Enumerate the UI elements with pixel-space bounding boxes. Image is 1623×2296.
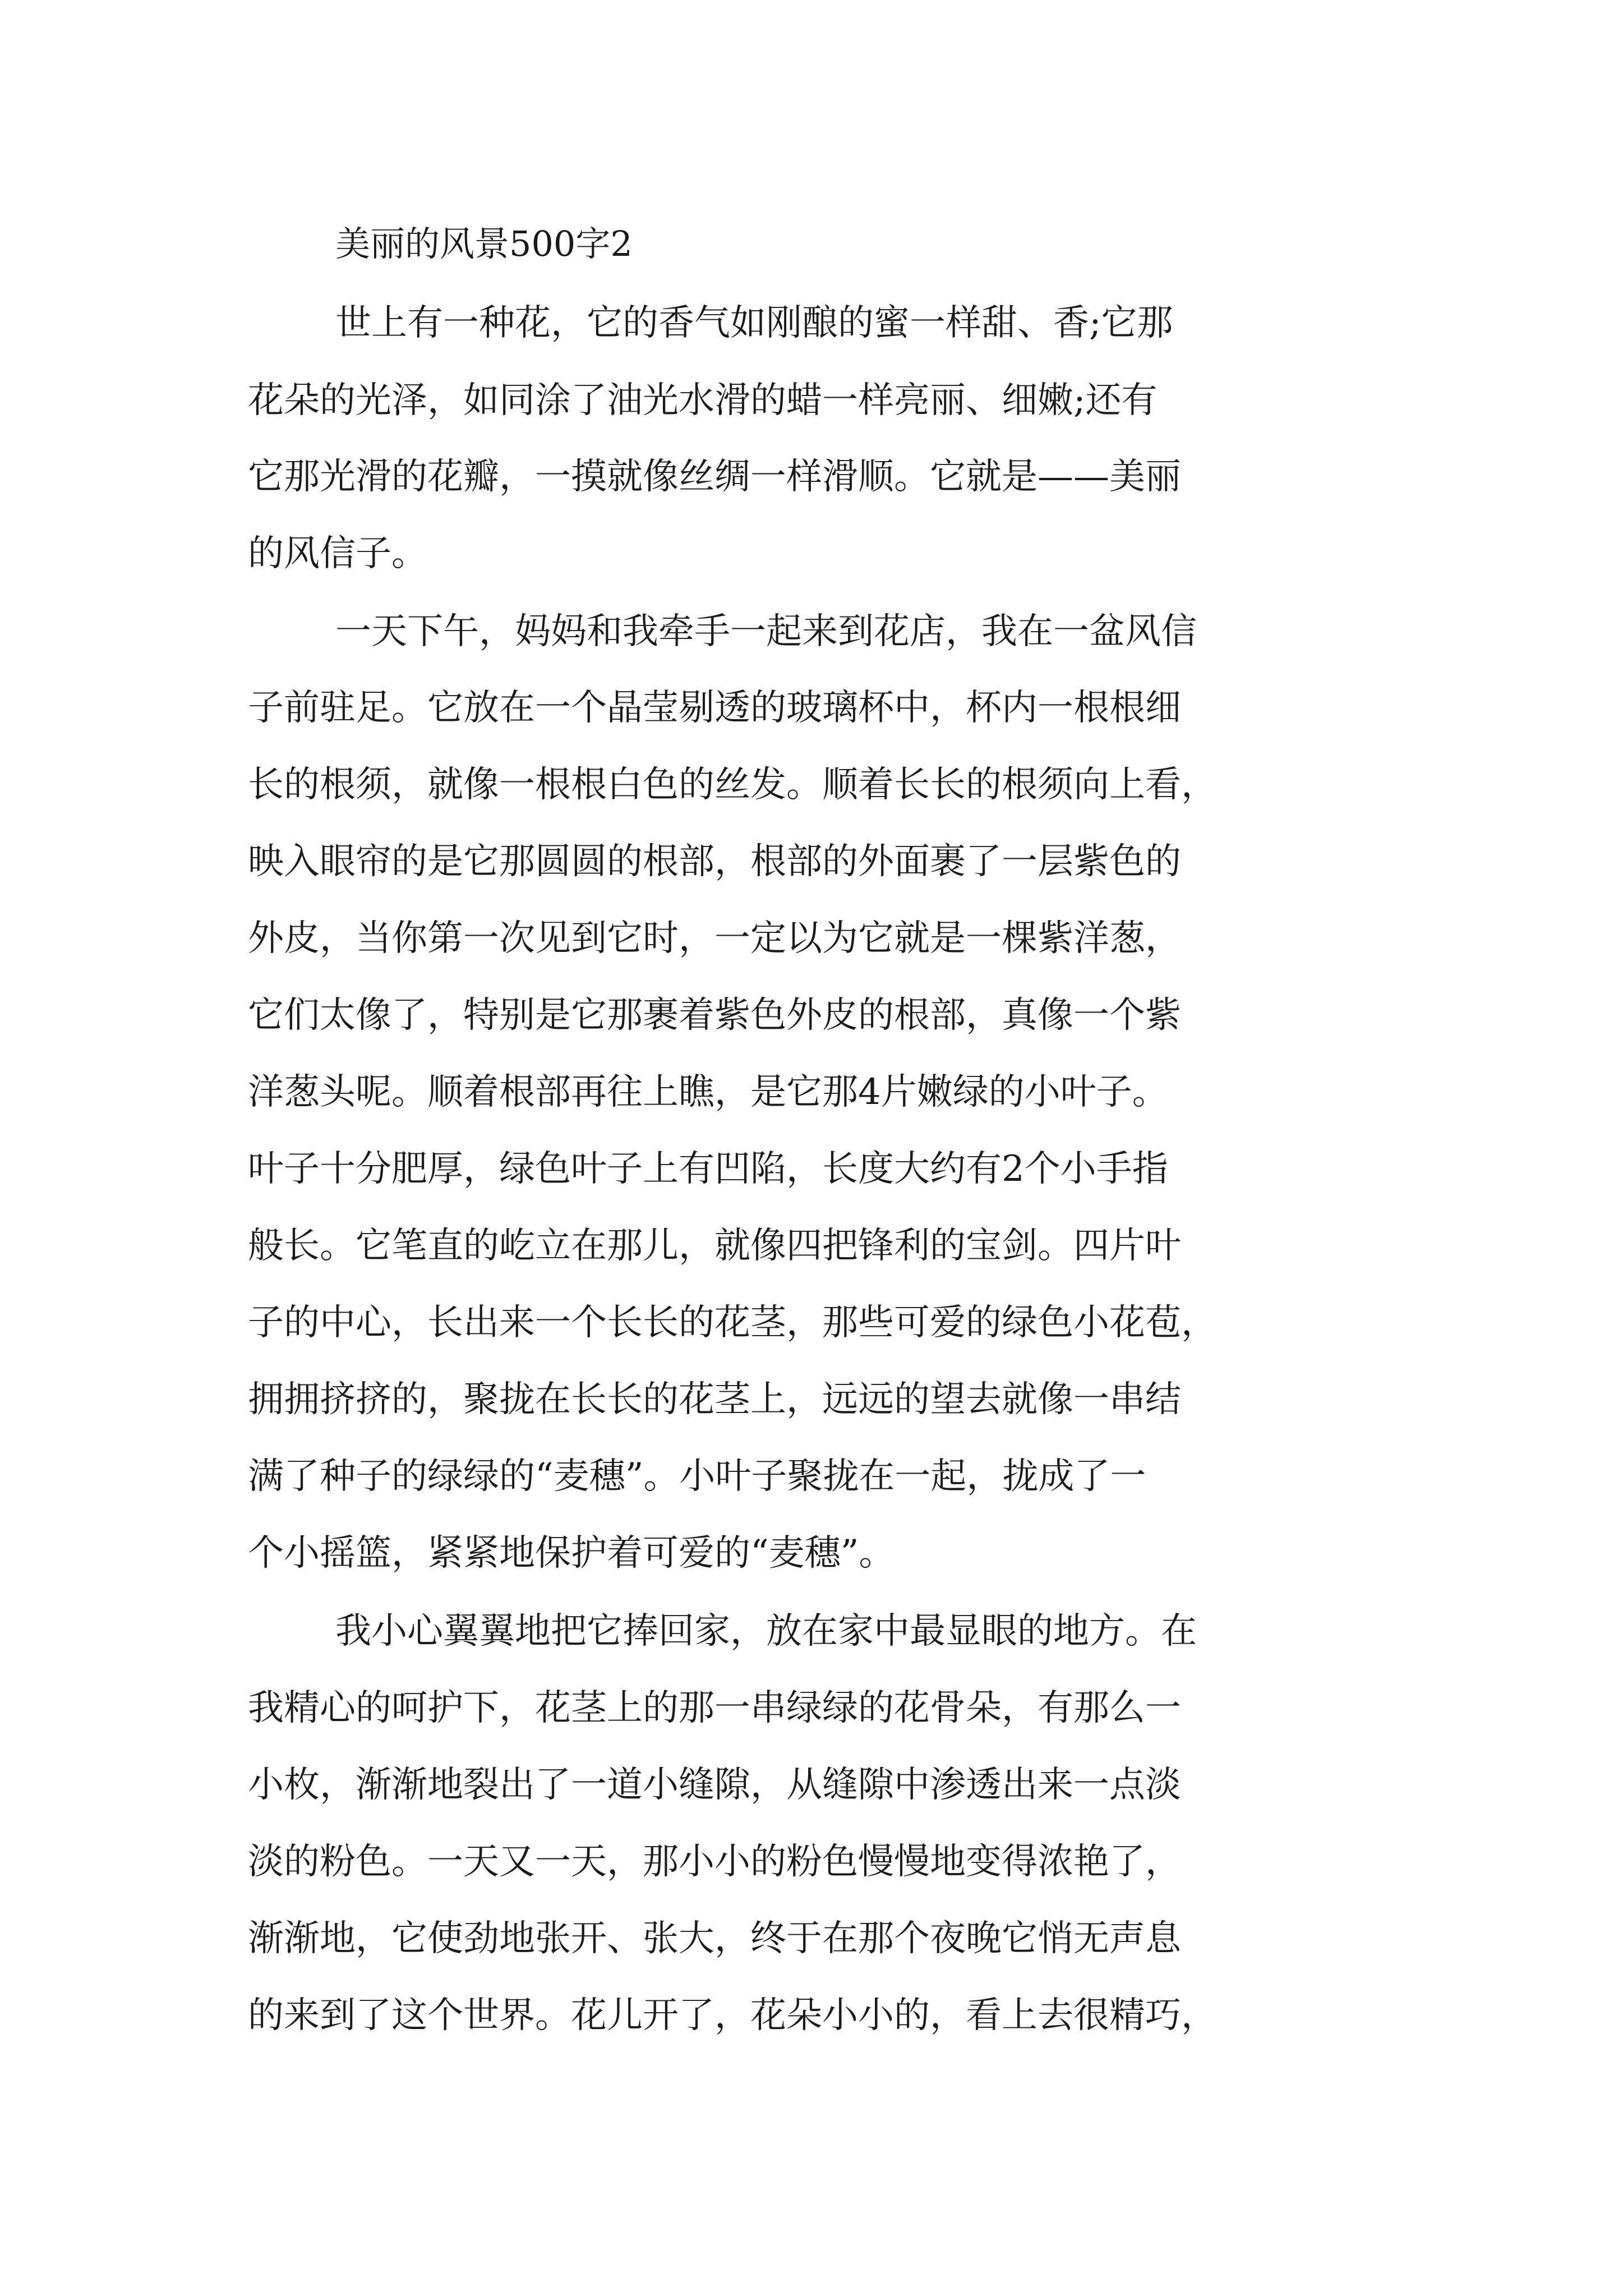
document-page: 美丽的风景500字2 世上有一种花，它的香气如刚酿的蜜一样甜、香;它那 花朵的光泽，如同涂了油光水滑的蜡一样亮丽、细嫩;还有 它那光滑的花瓣，一摸就像丝绸一样滑顺。它就是——美丽 的风信子。 一天下午，妈妈和我牵手一起来到花店，我在一盆风信 子前驻足。它放在一个晶莹剔透的玻璃杯中，杯内一根根细 长的根须，就像一根根白色的丝发。顺着长长的根须向上看， 映入眼帘的是它那圆圆的根部，根部的外面裹了一层紫色的 外皮，当你第一次见到它时，一定以为它就是一棵紫洋葱， 它们太像了，特别是它那裹着紫色外皮的根部，真像一个紫 洋葱头呢。顺着根部再往上瞧，是它那4片嫩绿的小叶子。 叶子十分肥厚，绿色叶子上有凹陷，长度大约有2个小手指 般长。它笔直的屹立在那儿，就像四把锋利的宝剑。四片叶 子的中心，长出来一个长长的花茎，那些可爱的绿色小花苞， 拥拥挤挤的，聚拢在长长的花茎上，远远的望去就像一串结 满了种子的绿绿的“麦穗”。小叶子聚拢在一起，拢成了一 个小摇篮，紧紧地保护着可爱的“麦穗”。 我小心翼翼地把它捧回家，放在家中最显眼的地方。在 我精心的呵护下，花茎上的那一串绿绿的花骨朵，有那么一 小枚，渐渐地裂出了一道小缝隙，从缝隙中渗透出来一点淡 淡的粉色。一天又一天，那小小的粉色慢慢地变得浓艳了， 渐渐地，它使劲地张开、张大，终于在那个夜晚它悄无声息 的来到了这个世界。花儿开了，花朵小小的，看上去很精巧， <box>0 0 1623 2296</box>
